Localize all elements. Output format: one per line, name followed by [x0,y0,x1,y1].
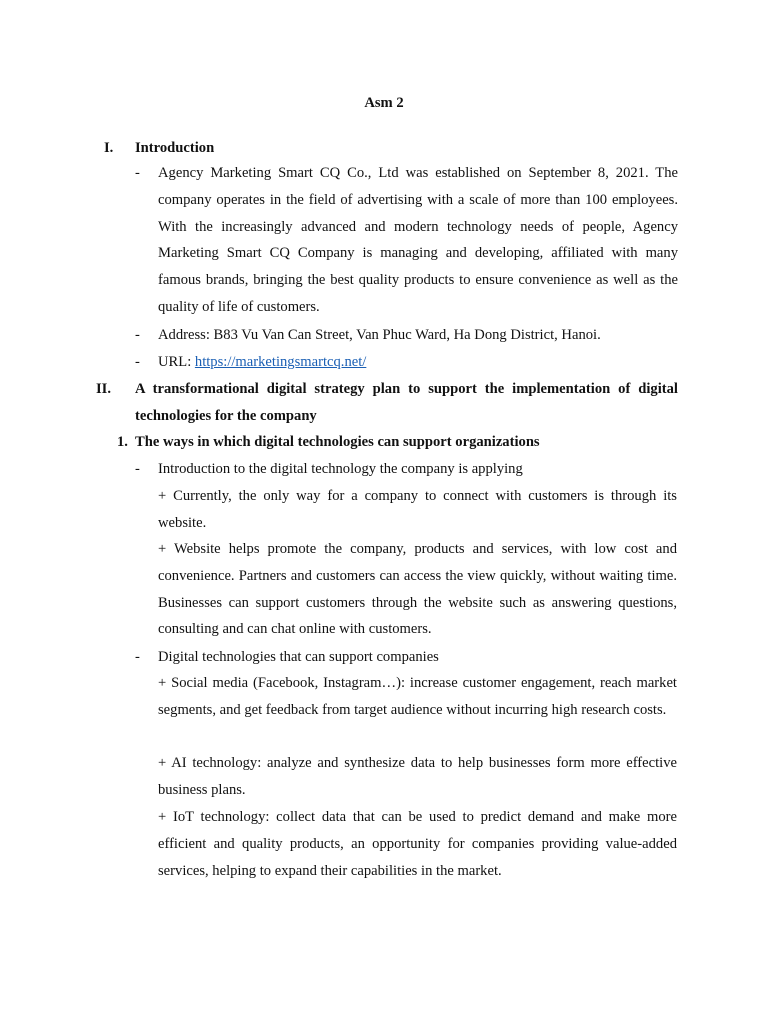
paragraph-social-media: + Social media (Facebook, Instagram…): increase customer engagement, reach market segments, and get feedback from target audience without incurring high research costs. [158,675,677,718]
section-2-heading [96,376,678,430]
bullet-supporting-technologies-text: Digital technologies that can support companies [158,649,439,665]
bullet-dash: - [135,354,140,370]
subsection-1-heading [117,429,678,456]
url-label: URL: [158,354,195,370]
paragraph-website-benefits: + Website helps promote the company, products and services, with low cost and convenience. Partners and customers can access the view quickly, without waiting time. Businesses can support customers through the website such as answering questions, consulting and can chat online with customers. [158,541,677,638]
section-1-number: I. [104,140,114,156]
bullet-dash: - [135,165,140,181]
section-1-bullet-address [135,322,678,349]
bullet-dash: - [135,461,140,477]
paragraph-ai-technology: + AI technology: analyze and synthesize data to help businesses form more effective business plans. [158,755,677,798]
section-1-bullet-url [135,349,678,376]
company-url-link[interactable]: https://marketingsmartcq.net/ [194,354,367,370]
company-address: Address: B83 Vu Van Can Street, Van Phuc Ward, Ha Dong District, Hanoi. [158,327,601,343]
bullet-current-technology [135,456,678,483]
section-1-title: Introduction [135,140,215,156]
subsection-1-number: 1. [117,434,128,450]
section-1-bullet-company [135,160,678,321]
url-line [158,349,678,376]
bullet-supporting-technologies [135,644,678,671]
subsection-1-title: The ways in which digital technologies can support organizations [135,434,540,450]
section-2-number: II. [96,381,112,397]
section-1-heading [104,135,678,162]
section-2-title: A transformational digital strategy plan to support the implementation of digital technologies for the company [135,381,678,424]
paragraph-iot-technology: + IoT technology: collect data that can be used to predict demand and make more efficient and quality products, an opportunity for companies providing value-added services, helping to expand their capabilities in the market. [158,809,677,879]
bullet-current-technology-text: Introduction to the digital technology the company is applying [158,461,523,477]
company-description: Agency Marketing Smart CQ Co., Ltd was established on September 8, 2021. The company operates in the field of advertising with a scale of more than 100 employees. With the increasingly advanced and modern technology needs of people, Agency Marketing Smart CQ Company is managing and developing, affiliated with many famous brands, bringing the best quality products to ensure convenience as well as the quality of life of customers. [158,165,678,315]
document-title: Asm 2 [364,95,404,111]
bullet-dash: - [135,327,140,343]
paragraph-website-only: + Currently, the only way for a company to connect with customers is through its website. [158,488,677,531]
bullet-dash: - [135,649,140,665]
